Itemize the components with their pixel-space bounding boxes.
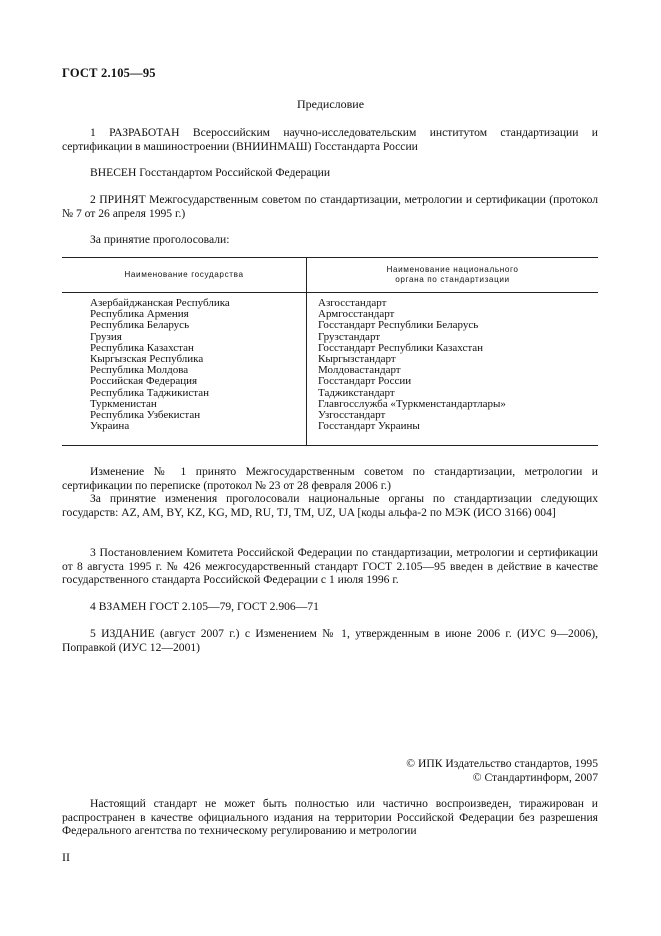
paragraph-enactment: 3 Постановлением Комитета Российской Федерации по стандартизации, метрологии и сертификации от 8 августа 1995 г. № 426 межгосударственный стандарт ГОСТ 2.105—95 введен в действие в качестве государственного стандарта Российской Федерации с 1 июля 1996 г. — [62, 546, 598, 587]
copyright-line-standartinform: © Стандартинформ, 2007 — [472, 770, 598, 784]
table-cell-body: Таджикстандарт — [318, 386, 395, 399]
table-header-row — [62, 258, 598, 293]
section-title: Предисловие — [296, 97, 365, 111]
paragraph-amendment: Изменение № 1 принято Межгосударственным советом по стандартизации, метрологии и сертификации по переписке (протокол № 23 от 28 февраля 2006 г.) — [62, 465, 598, 492]
paragraph-adopted: 2 ПРИНЯТ Межгосударственным советом по стандартизации, метрологии и сертификации (протокол № 7 от 26 апреля 1995 г.) — [62, 193, 598, 220]
table-header-body-line2: органа по стандартизации — [395, 275, 510, 284]
table-cell-state: Грузия — [90, 330, 122, 343]
voting-table — [62, 257, 598, 446]
table-cell-state: Республика Казахстан — [90, 341, 194, 354]
table-cell-state: Республика Узбекистан — [90, 409, 201, 422]
table-column-divider — [306, 258, 307, 292]
table-header-state: Наименование государства — [124, 270, 244, 279]
paragraph-voted: За принятие проголосовали: — [90, 233, 230, 246]
table-cell-state: Российская Федерация — [90, 375, 198, 388]
table-cell-body: Госстандарт Республики Казахстан — [318, 341, 484, 354]
table-cell-body: Госстандарт России — [318, 375, 412, 388]
copyright-block — [300, 757, 598, 784]
table-cell-state: Республика Армения — [90, 308, 189, 321]
paragraph-introduced: ВНЕСЕН Госстандартом Российской Федерации — [90, 166, 331, 179]
table-cell-state: Украина — [90, 420, 130, 433]
copyright-line-publisher: © ИПК Издательство стандартов, 1995 — [406, 757, 598, 770]
table-cell-state: Кыргызская Республика — [90, 353, 204, 366]
table-header-body-line1: Наименование национального — [386, 265, 519, 274]
paragraph-edition: 5 ИЗДАНИЕ (август 2007 г.) с Изменением № 1, утвержденным в июне 2006 г. (ИУС 9—2006), Поправкой (ИУС 12—2001) — [62, 627, 598, 654]
table-cell-state: Республика Молдова — [90, 364, 189, 377]
table-cell-body: Госстандарт Республики Беларусь — [318, 319, 479, 332]
paragraph-replaces: 4 ВЗАМЕН ГОСТ 2.105—79, ГОСТ 2.906—71 — [90, 600, 319, 613]
paragraph-developed: 1 РАЗРАБОТАН Всероссийским научно-исследовательским институтом стандартизации и сертификации в машиностроении (ВНИИНМАШ) Госстандарта России — [62, 126, 598, 153]
table-column-bodies — [318, 298, 596, 432]
page-number: II — [62, 850, 70, 864]
gost-code-header: ГОСТ 2.105—95 — [62, 66, 156, 80]
table-cell-state: Туркменистан — [90, 397, 157, 410]
table-cell-state: Азербайджанская Республика — [90, 297, 230, 309]
table-cell-body: Азгосстандарт — [318, 297, 387, 309]
table-cell-state: Республика Беларусь — [90, 319, 190, 332]
table-column-divider — [306, 292, 307, 445]
table-cell-body: Главгосслужба «Туркменстандартлары» — [318, 397, 506, 410]
paragraph-reproduction-notice: Настоящий стандарт не может быть полностью или частично воспроизведен, тиражирован и распространен в качестве официального издания на территории Российской Федерации без разрешения Федерального агентства по техническому регулированию и метрологии — [62, 797, 598, 838]
paragraph-amendment-votes: За принятие изменения проголосовали национальные органы по стандартизации следующих государств: AZ, AM, BY, KZ, KG, MD, RU, TJ, TM, UZ, UA [коды альфа-2 по МЭК (ИСО 3166) 004] — [62, 492, 598, 519]
table-cell-body: Кыргызстандарт — [318, 353, 396, 366]
table-cell-state: Республика Таджикистан — [90, 386, 209, 399]
table-cell-body: Армгосстандарт — [318, 308, 395, 321]
table-cell-body: Грузстандарт — [318, 330, 381, 343]
table-cell-body: Молдовастандарт — [318, 364, 401, 377]
table-header-body — [307, 258, 598, 292]
table-cell-body: Госстандарт Украины — [318, 420, 420, 433]
table-cell-body: Узгосстандарт — [318, 409, 386, 422]
table-column-states — [90, 298, 304, 432]
